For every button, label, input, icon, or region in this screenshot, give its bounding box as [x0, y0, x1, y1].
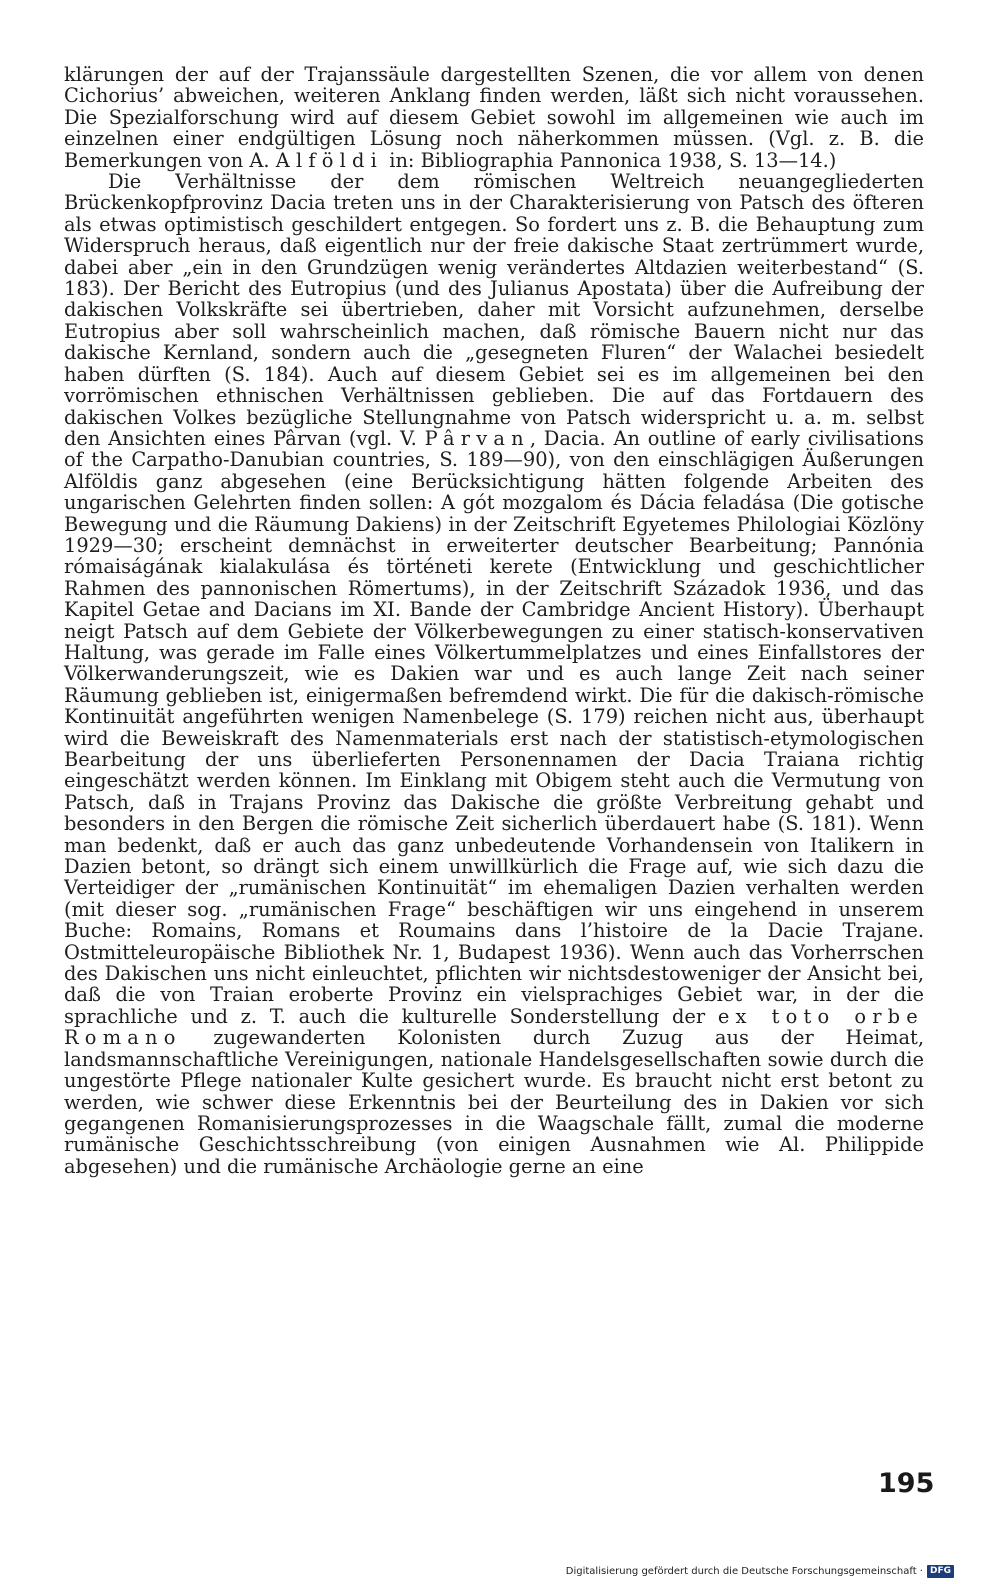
dfg-logo-icon: DFG: [927, 1565, 954, 1578]
spaced-latin-phrase: ex toto orbe Romano: [64, 1004, 924, 1050]
spaced-author-name: Alföldi: [275, 148, 384, 172]
text-run: klärungen der auf der Trajanssäule dargestellten Szenen, die vor allem von denen Cichorius’ abweichen, weiteren Anklang finden werden, läßt sich nicht voraussehen. Die Spezialforschung wird auf diesem Gebiet sowohl im allgemeinen wie auch im einzelnen einer endgültigen Lösung noch näherkommen müssen. (Vgl. z. B. die Bemerkungen von A.: [64, 63, 924, 172]
text-run: Die Verhältnisse der dem römischen Weltreich neuangegliederten Brückenkopfprovinz Dacia treten uns in der Charakterisierung von Patsch des öfteren als etwas optimistisch geschildert entgegen. So fordert uns z. B. die Behauptung zum Widerspruch heraus, daß eigentlich nur der freie dakische Staat zertrümmert wurde, dabei aber „ein in den Grundzügen wenig verändertes Altdazien weiterbestand“ (S. 183). Der Bericht des Eutropius (und des Julianus Apostata) über die Aufreibung der dakischen Volkskräfte sei übertrieben, daher mit Vorsicht aufzunehmen, derselbe Eutropius aber soll wahrscheinlich machen, daß römische Bauern nicht nur das dakische Kernland, sondern auch die „gesegneten Fluren“ der Walachei besiedelt haben dürften (S. 184). Auch auf diesem Gebiet sei es im allgemeinen bei den vorrömischen ethnischen Verhältnissen geblieben. Die auf das Fortdauern des dakischen Volkes bezügliche Stellungnahme von Patsch widerspricht u. a. m. selbst den Ansichten eines Pârvan (vgl. V.: [64, 170, 924, 450]
paragraph: [64, 171, 924, 1177]
text-run: in: Bibliographia Pannonica 1938, S. 13—14.): [383, 148, 837, 172]
spaced-author-name: Pârvan: [424, 426, 530, 450]
footer-credit: Digitalisierung gefördert durch die Deutsche Forschungsgemeinschaft ·: [565, 1566, 923, 1577]
page-number: 195: [878, 1468, 935, 1499]
text-run: , Dacia. An outline of early civilisations of the Carpatho-Danubian countries, S. 189—90), von den einschlägigen Äußerungen Alföldis ganz abgesehen (eine Berücksichtigung hätten folgende Arbeiten des ungarischen Gelehrten finden sollen: A gót mozgalom és Dácia feladása (Die gotische Bewegung und die Räumung Dakiens) in der Zeitschrift Egyetemes Philologiai Közlöny 1929—30; erscheint demnächst in erweiterter deutscher Bearbeitung; Pannónia rómaiságának kialakulása és történeti kerete (Entwicklung und geschichtlicher Rahmen des pannonischen Römertums), in der Zeitschrift Századok 1936, und das Kapitel Getae and Dacians im XI. Bande der Cambridge Ancient History). Überhaupt neigt Patsch auf dem Gebiete der Völkerbewegungen zu einer statisch-konservativen Haltung, was gerade im Falle eines Völkertummelplatzes und eines Einfallstores der Völkerwanderungszeit, wie es Dakien war und es auch lange Zeit nach seiner Räumung geblieben ist, einigermaßen befremdend wirkt. Die für die dakisch-römische Kontinuität angeführten wenigen Namenbelege (S. 179) reichen nicht aus, überhaupt wird die Beweiskraft des Namenmaterials erst nach der statistisch-etymologischen Bearbeitung der uns überlieferten Personennamen der Dacia Traiana richtig eingeschätzt werden können. Im Einklang mit Obigem steht auch die Vermutung von Patsch, daß in Trajans Provinz das Dakische die größte Verbreitung gehabt und besonders in den Bergen die römische Zeit sicherlich überdauert habe (S. 181). Wenn man bedenkt, daß er auch das ganz unbedeutende Vorhandensein von Italikern in Dazien betont, so drängt sich einem unwillkürlich die Frage auf, wie sich dazu die Verteidiger der „rumänischen Kontinuität“ im ehemaligen Dazien verhalten werden (mit dieser sog. „rumänischen Frage“ beschäftigen wir uns eingehend in unserem Buche: Romains, Romans et Roumains dans l’histoire de la Dacie Trajane. Ostmitteleuropäische Bibliothek Nr. 1, Budapest 1936). Wenn auch das Vorherrschen des Dakischen uns nicht einleuchtet, pflichten wir nichtsdestoweniger der Ansicht bei, daß die von Traian eroberte Provinz ein vielsprachiges Gebiet war, in der die sprachliche und z. T. auch die kulturelle Sonderstellung der: [64, 426, 925, 1028]
paragraph: [64, 64, 924, 171]
page-body: [64, 64, 924, 1177]
digitization-footer: [566, 1565, 954, 1578]
text-run: zugewanderten Kolonisten durch Zuzug aus der Heimat, landsmannschaftliche Vereinigungen, nationale Handelsgesellschaften sowie durch die ungestörte Pflege nationaler Kulte gesichert wurde. Es braucht nicht erst betont zu werden, wie schwer diese Erkenntnis bei der Beurteilung des in Dakien vor sich gegangenen Romanisierungsprozesses in die Waagschale fällt, zumal die moderne rumänische Geschichtsschreibung (von einigen Ausnahmen wie Al. Philippide abgesehen) und die rumänische Archäologie gerne an eine: [64, 1026, 924, 1178]
